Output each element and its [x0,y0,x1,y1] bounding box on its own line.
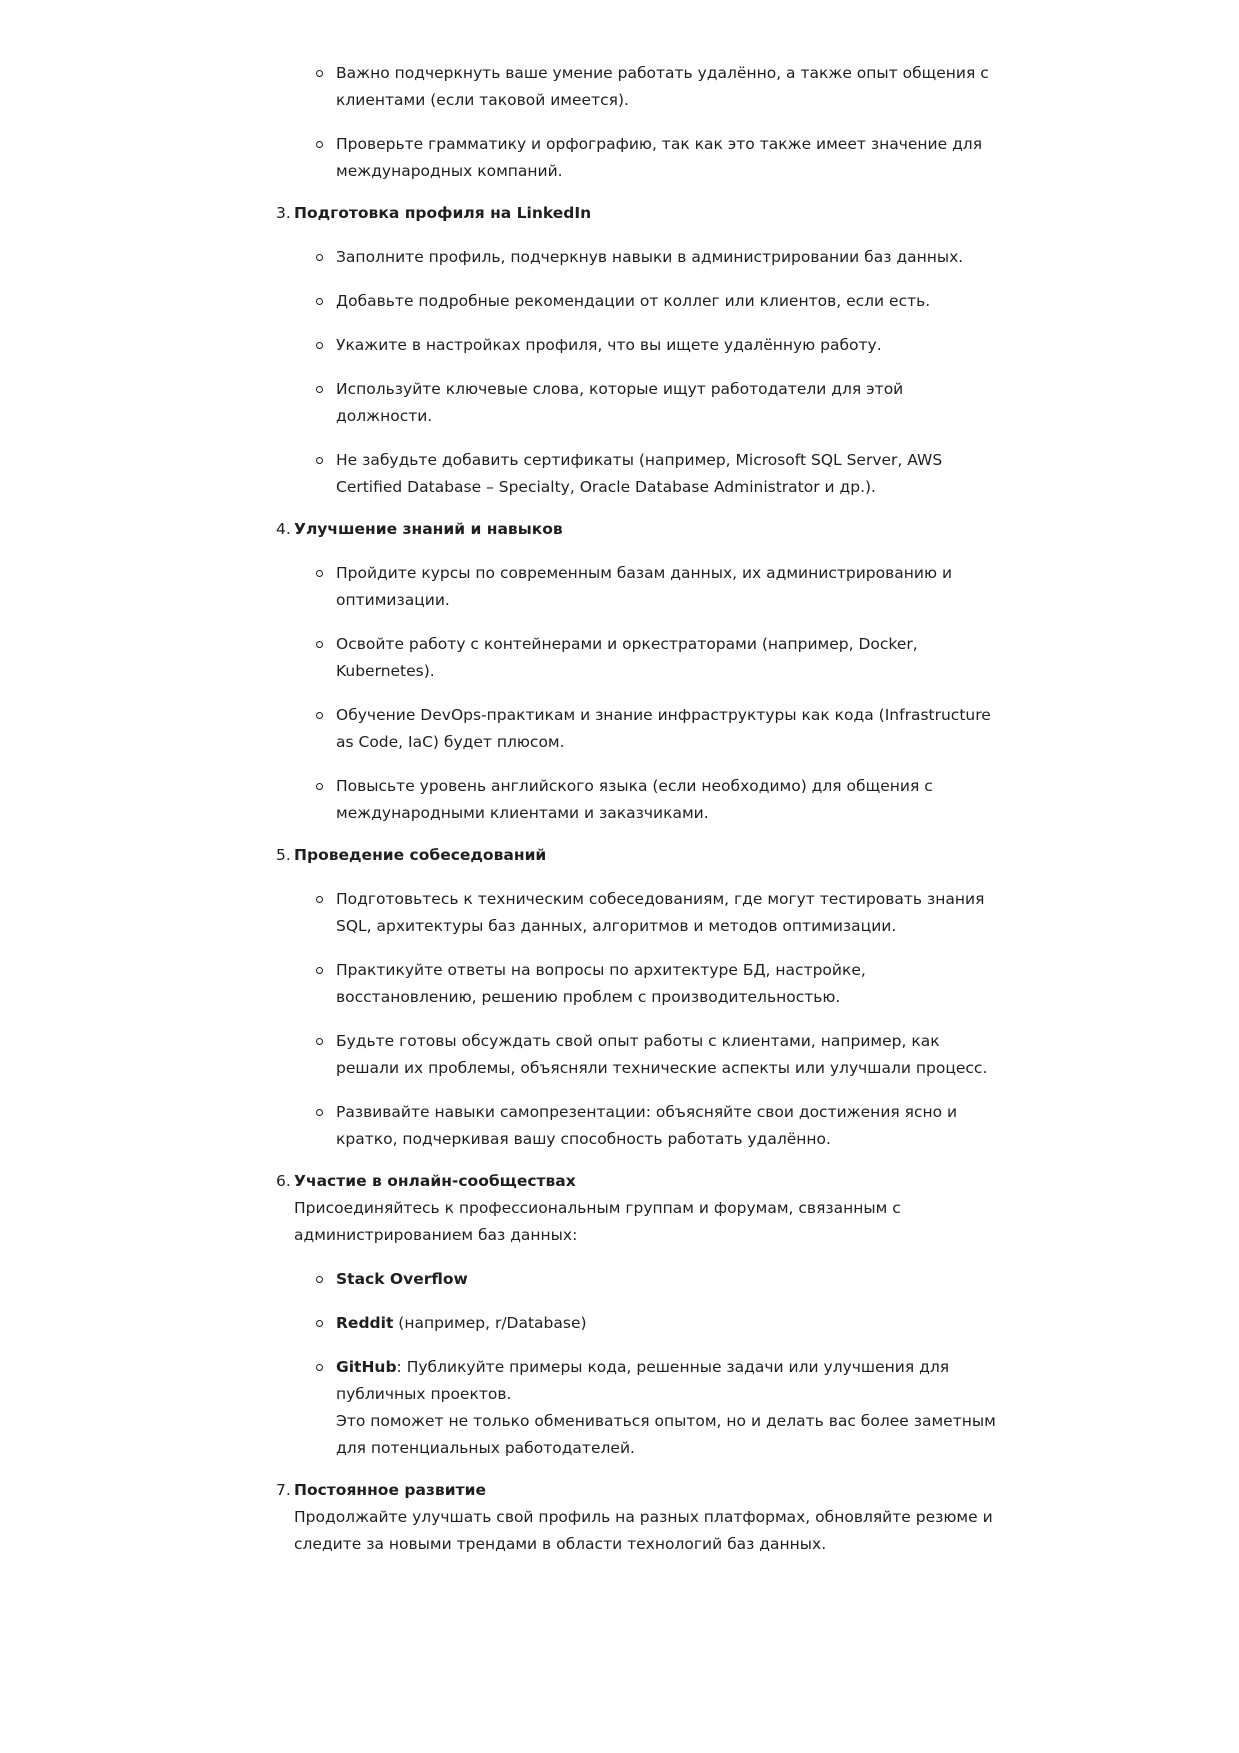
list-item [294,1354,998,1462]
list-item-text: Проверьте грамматику и орфографию, так как это также имеет значение для международных компаний. [336,135,983,180]
list-item-text: Повысьте уровень английского языка (если необходимо) для общения с международными клиентами и заказчиками. [336,777,933,822]
list-item-text: Будьте готовы обсуждать свой опыт работы с клиентами, например, как решали их проблемы, объясняли технические аспекты или улучшали процесс. [336,1032,988,1077]
circle-bullet-icon [316,1038,323,1045]
community-note: : Публикуйте примеры кода, решенные задачи или улучшения для публичных проектов. [336,1358,950,1403]
list-item [294,886,998,940]
section-title: Проведение собеседований [294,846,547,864]
section-skills [278,516,998,827]
circle-bullet-icon [316,783,323,790]
section-communities [278,1168,998,1462]
circle-bullet-icon [316,298,323,305]
document-body [278,60,998,1558]
sub-list [294,60,998,185]
section-title: Подготовка профиля на LinkedIn [294,204,592,222]
list-item-text: Пройдите курсы по современным базам данных, их администрированию и оптимизации. [336,564,953,609]
community-name: GitHub [336,1358,397,1376]
list-item [294,332,998,359]
circle-bullet-icon [316,1276,323,1283]
community-name: Stack Overflow [336,1270,468,1288]
section-number: 4. [276,520,291,538]
circle-bullet-icon [316,570,323,577]
circle-bullet-icon [316,70,323,77]
circle-bullet-icon [316,386,323,393]
list-item [294,702,998,756]
list-item [294,631,998,685]
section-number: 5. [276,846,291,864]
list-item [294,376,998,430]
circle-bullet-icon [316,1320,323,1327]
list-item-text: Обучение DevOps-практикам и знание инфраструктуры как кода (Infrastructure as Code, IaC) будет плюсом. [336,706,991,751]
circle-bullet-icon [316,712,323,719]
list-item [294,773,998,827]
community-tail-text: Это поможет не только обмениваться опытом, но и делать вас более заметным для потенциальных работодателей. [336,1412,996,1457]
sub-list [294,560,998,827]
sub-list [294,886,998,1153]
list-item [294,957,998,1011]
section-body-text: Продолжайте улучшать свой профиль на разных платформах, обновляйте резюме и следите за новыми трендами в области технологий баз данных. [294,1508,993,1553]
list-item-text: Важно подчеркнуть ваше умение работать удалённо, а также опыт общения с клиентами (если таковой имеется). [336,64,989,109]
section-number: 6. [276,1172,291,1190]
list-item [294,560,998,614]
section-number: 3. [276,204,291,222]
sub-list [294,244,998,501]
community-note: (например, r/Database) [393,1314,587,1332]
section-title: Постоянное развитие [294,1481,486,1499]
section-linkedin [278,200,998,501]
section-2-continuation [278,60,998,185]
section-body-text: Присоединяйтесь к профессиональным группам и форумам, связанным с администрированием баз данных: [294,1199,901,1244]
list-item-text: Не забудьте добавить сертификаты (например, Microsoft SQL Server, AWS Certified Database – Specialty, Oracle Database Administrator и др.). [336,451,943,496]
circle-bullet-icon [316,141,323,148]
list-item-text: Освойте работу с контейнерами и оркестраторами (например, Docker, Kubernetes). [336,635,918,680]
circle-bullet-icon [316,254,323,261]
circle-bullet-icon [316,1109,323,1116]
list-item [294,60,998,114]
section-title: Улучшение знаний и навыков [294,520,563,538]
list-item-text: Заполните профиль, подчеркнув навыки в администрировании баз данных. [336,248,964,266]
sub-list [294,1266,998,1462]
section-development [278,1477,998,1558]
circle-bullet-icon [316,896,323,903]
circle-bullet-icon [316,342,323,349]
section-interviews [278,842,998,1153]
circle-bullet-icon [316,641,323,648]
list-item [294,447,998,501]
circle-bullet-icon [316,1364,323,1371]
list-item [294,1266,998,1293]
list-item-text: Подготовьтесь к техническим собеседованиям, где могут тестировать знания SQL, архитектуры баз данных, алгоритмов и методов оптимизации. [336,890,985,935]
list-item-text: Используйте ключевые слова, которые ищут работодатели для этой должности. [336,380,904,425]
section-number: 7. [276,1481,291,1499]
list-item-text: Практикуйте ответы на вопросы по архитектуре БД, настройке, восстановлению, решению проблем с производительностью. [336,961,866,1006]
section-title: Участие в онлайн-сообществах [294,1172,576,1190]
list-item-text: Добавьте подробные рекомендации от коллег или клиентов, если есть. [336,292,931,310]
list-item-text: Укажите в настройках профиля, что вы ищете удалённую работу. [336,336,882,354]
circle-bullet-icon [316,457,323,464]
list-item [294,1099,998,1153]
circle-bullet-icon [316,967,323,974]
list-item [294,1310,998,1337]
list-item-text: Развивайте навыки самопрезентации: объясняйте свои достижения ясно и кратко, подчеркивая вашу способность работать удалённо. [336,1103,958,1148]
list-item [294,131,998,185]
list-item [294,244,998,271]
list-item [294,1028,998,1082]
list-item [294,288,998,315]
community-name: Reddit [336,1314,394,1332]
